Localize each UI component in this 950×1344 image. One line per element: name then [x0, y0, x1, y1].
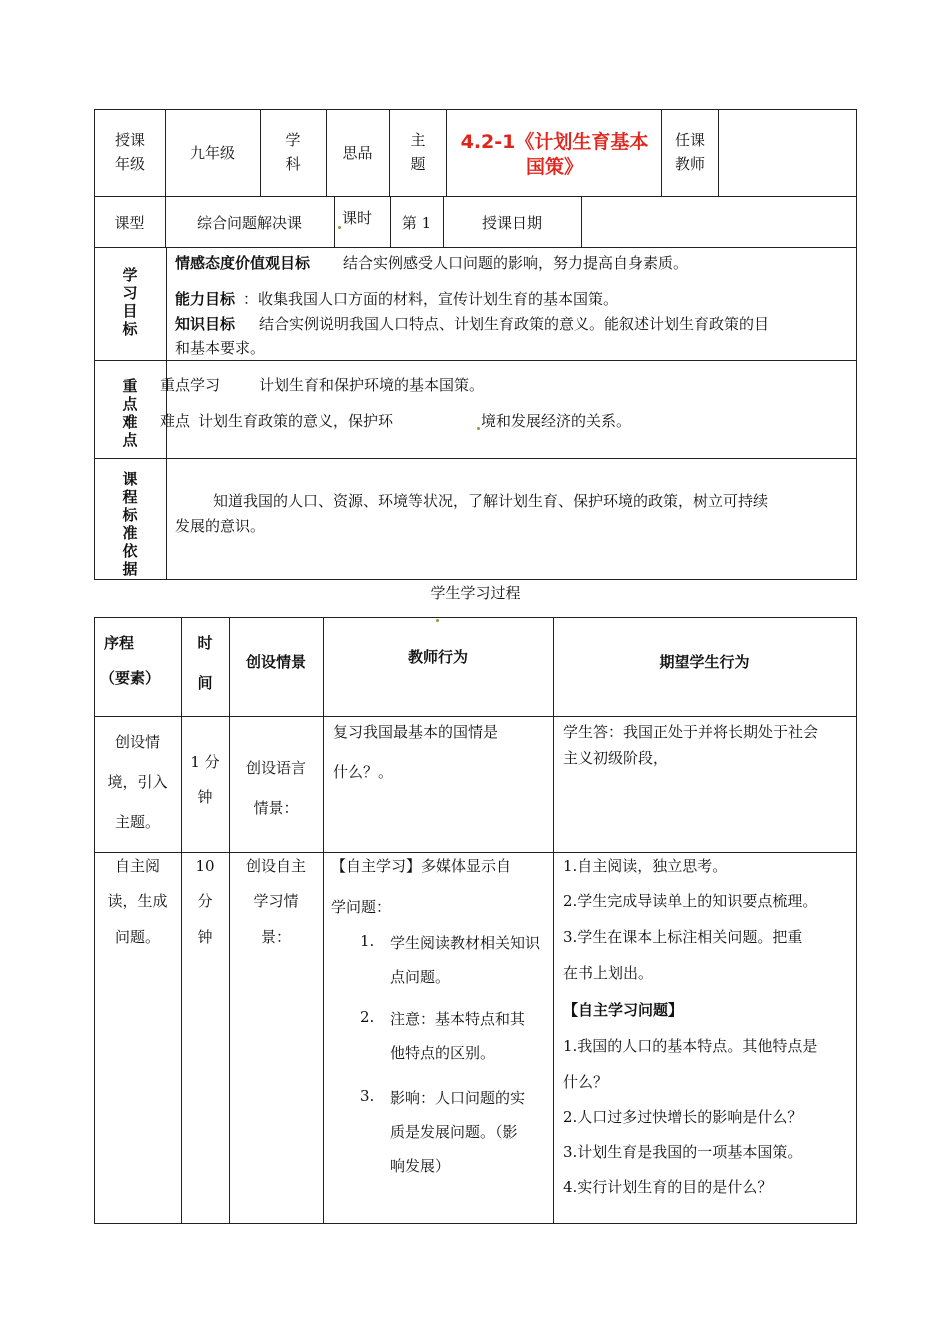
- header-time-2: 间: [197, 674, 213, 692]
- objectives-label: 学习目标: [122, 266, 138, 338]
- row2-teacher-intro: [331, 852, 511, 934]
- knowledge-label: 知识目标: [175, 315, 236, 333]
- emotion-label: 情感态度价值观目标: [175, 254, 311, 272]
- standard-label: 课程标准依据: [122, 470, 138, 578]
- row2-student-line: 3.学生在课本上标注相关问题。把重: [563, 928, 803, 946]
- item-line: 点问题。: [390, 968, 451, 986]
- row2-student-line: 【自主学习问题】: [563, 1001, 684, 1019]
- header-scene: 创设情景: [245, 653, 306, 671]
- row2-scene-line: 景：: [260, 928, 291, 946]
- row2-time-line: 钟: [197, 928, 213, 946]
- row2-student-line: 4.实行计划生育的目的是什么？: [563, 1178, 773, 1196]
- teacher-label: 任课教师: [674, 131, 705, 173]
- item-line: 质是发展问题。（影: [390, 1123, 518, 1141]
- header-order-1: 序程: [104, 634, 135, 652]
- item-line: 注意：基本特点和其: [390, 1010, 526, 1028]
- row1-order-line: 创设情: [114, 733, 160, 751]
- row1-scene-line: 情景：: [253, 799, 299, 817]
- row2-scene-line: 学习情: [253, 892, 299, 910]
- item-line: 影响：人口问题的实: [390, 1089, 526, 1107]
- emotion-text: 结合实例感受人口问题的影响，努力提高自身素质。: [343, 254, 689, 272]
- standard-text-2: 发展的意识。: [175, 517, 266, 535]
- row2-time-line: 分: [197, 892, 213, 910]
- row2-time: [181, 852, 229, 952]
- subject-label: 学科: [285, 131, 301, 173]
- key-points-label: 重点难点: [122, 377, 138, 449]
- row1-teacher: [333, 716, 498, 796]
- ability-label: 能力目标: [175, 290, 236, 308]
- difficulty-label: 难点: [160, 412, 191, 430]
- row2-student-line: 2.人口过多过快增长的影响是什么？: [563, 1108, 803, 1126]
- row2-order-line: 读，生成: [107, 892, 168, 910]
- row1-teacher-line: 复习我国最基本的国情是: [333, 723, 499, 741]
- row1-order: [94, 722, 181, 842]
- period-label: 课时: [342, 209, 373, 227]
- knowledge-text-1: 结合实例说明我国人口特点、计划生育政策的意义。能叙述计划生育政策的目: [259, 315, 770, 333]
- row2-time-line: 10: [195, 857, 215, 875]
- row2-student-line: 1.自主阅读，独立思考。: [563, 857, 728, 875]
- topic-label: 主题: [410, 131, 426, 173]
- subject-value: 思品: [342, 144, 373, 162]
- key-text: 计划生育和保护环境的基本国策。: [259, 376, 485, 394]
- row2-order-line: 问题。: [114, 928, 160, 946]
- row1-order-line: 境，引入: [107, 773, 168, 791]
- type-label: 课型: [114, 214, 145, 232]
- row2-order-line: 自主阅: [114, 857, 160, 875]
- row1-teacher-line: 什么？。: [333, 763, 394, 781]
- item-number: 1.: [360, 932, 375, 950]
- header-student: 期望学生行为: [659, 653, 750, 671]
- row2-student-line: 3.计划生育是我国的一项基本国策。: [563, 1143, 803, 1161]
- header-teacher: 教师行为: [407, 648, 468, 666]
- difficulty-text-2: 境和发展经济的关系。: [481, 412, 632, 430]
- row2-student-line: 在书上划出。: [563, 964, 654, 982]
- row2-order: [94, 852, 181, 952]
- date-label: 授课日期: [481, 214, 542, 232]
- key-label: 重点学习: [160, 376, 221, 394]
- ability-text: ：收集我国人口方面的材料，宣传计划生育的基本国策。: [243, 290, 619, 308]
- row2-scene-line: 创设自主: [245, 857, 306, 875]
- row2-teacher-intro-line: 学问题：: [331, 898, 392, 916]
- topic-title: 4.2-1《计划生育基本国策》: [460, 131, 649, 178]
- row1-time-line: 1 分: [190, 753, 220, 771]
- row1-scene-line: 创设语言: [245, 759, 306, 777]
- row1-time-line: 钟: [197, 788, 213, 806]
- process-title: 学生学习过程: [430, 584, 521, 602]
- header-time-1: 时: [197, 634, 213, 652]
- row2-student-line: 什么？: [563, 1073, 609, 1091]
- row1-student-line: 学生答：我国正处于并将长期处于社会: [563, 723, 819, 741]
- standard-text-1: 知道我国的人口、资源、环境等状况，了解计划生育、保护环境的政策，树立可持续: [213, 492, 769, 510]
- row2-scene: [229, 852, 323, 952]
- row2-student-line: 1.我国的人口的基本特点。其他特点是: [563, 1037, 818, 1055]
- period-value: 第 1: [401, 214, 432, 232]
- row2-student-line: 2.学生完成导读单上的知识要点梳理。: [563, 892, 818, 910]
- item-number: 3.: [360, 1087, 375, 1105]
- knowledge-text-2: 和基本要求。: [175, 339, 266, 357]
- item-line: 学生阅读教材相关知识: [390, 934, 541, 952]
- item-line: 他特点的区别。: [390, 1044, 496, 1062]
- row1-student: [563, 716, 818, 768]
- row2-student: [563, 852, 817, 1206]
- row1-order-line: 主题。: [114, 813, 160, 831]
- row1-scene: [229, 748, 323, 828]
- item-number: 2.: [360, 1008, 375, 1026]
- item-line: 响发展）: [390, 1157, 451, 1175]
- grade-value: 九年级: [189, 144, 235, 162]
- type-value: 综合问题解决课: [196, 214, 302, 232]
- row2-teacher-intro-line: 【自主学习】多媒体显示自: [331, 857, 512, 875]
- header-order-2: （要素）: [100, 669, 161, 687]
- row1-time: [181, 742, 229, 812]
- grade-label: 授课年级: [114, 131, 145, 173]
- difficulty-text-1: 计划生育政策的意义，保护环: [198, 412, 394, 430]
- row1-student-line: 主义初级阶段，: [563, 749, 669, 767]
